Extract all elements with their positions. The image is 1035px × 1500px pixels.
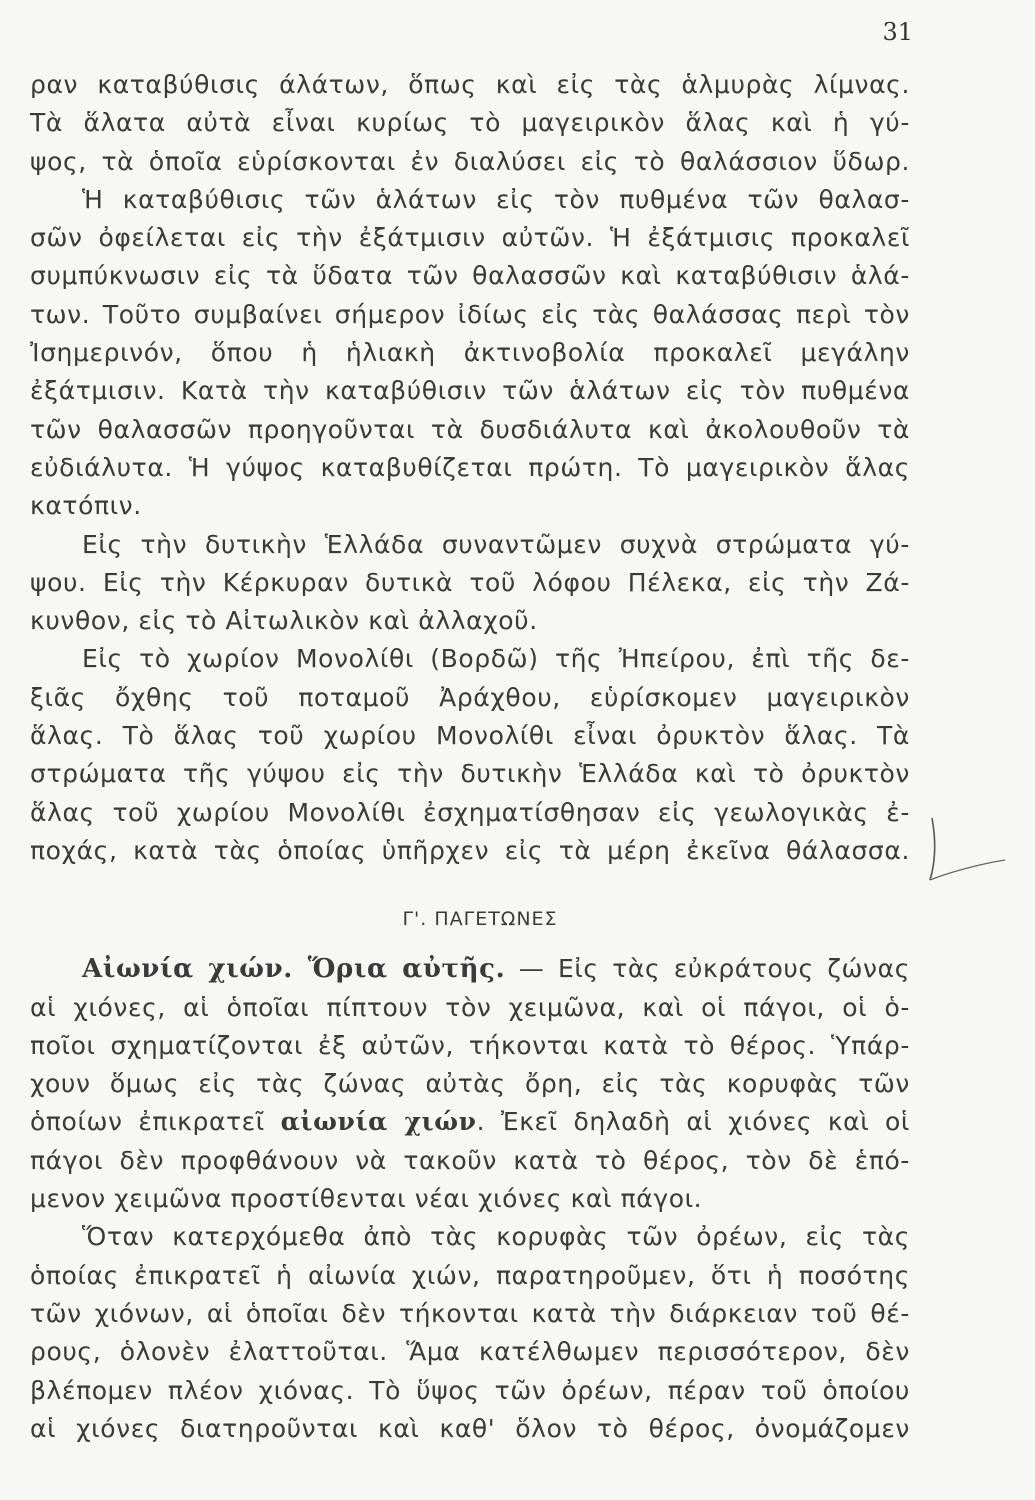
text-line: ποῖοι σχηματίζονται ἐξ αὐτῶν, τήκονται κατὰ τὸ θέρος. Ὑπάρ- (30, 1030, 910, 1060)
inline-term: αἰωνία χιών (280, 1107, 477, 1137)
paragraph (30, 1218, 910, 1448)
text-line: ἐξάτμισιν. Κατὰ τὴν καταβύθισιν τῶν ἁλάτων εἰς τὸν πυθμένα (30, 376, 910, 406)
text-line: Ὅταν κατερχόμεθα ἀπὸ τὰς κορυφὰς τῶν ὀρέων, εἰς τὰς (82, 1222, 910, 1252)
paragraph (30, 181, 910, 526)
text-line: τῶν θαλασσῶν προηγοῦνται τὰ δυσδιάλυτα καὶ ἀκολουθοῦν τὰ (30, 414, 910, 444)
paragraph (30, 66, 910, 181)
text-line: ὁποίας ἐπικρατεῖ ἡ αἰωνία χιών, παρατηροῦμεν, ὅτι ἡ ποσότης (30, 1260, 910, 1290)
text-line (30, 950, 910, 988)
text-line: αἱ χιόνες διατηροῦνται καὶ καθ' ὅλον τὸ θέρος, ὀνομάζομεν (30, 1413, 910, 1443)
text-line: ψος, τὰ ὁποῖα εὑρίσκονται ἐν διαλύσει εἰς τὸ θαλάσσιον ὕδωρ. (30, 146, 910, 176)
text-fragment: . Ἐκεῖ δηλαδὴ αἱ χιόνες καὶ οἱ (476, 1107, 910, 1137)
text-line: ραν καταβύθισις άλάτων, ὅπως καὶ εἰς τὰς ἁλμυρὰς λίμνας. (30, 70, 910, 99)
text-line: αἱ χιόνες, αἱ ὁποῖαι πίπτουν τὸν χειμῶνα, καὶ οἱ πάγοι, οἱ ὁ- (30, 992, 910, 1022)
text-line: βλέπομεν πλέον χιόνας. Τὸ ὕψος τῶν ὀρέων, πέραν τοῦ ὁποίου (30, 1375, 910, 1405)
text-line: ποχάς, κατὰ τὰς ὁποίας ὑπῆρχεν εἰς τὰ μέρη ἐκεῖνα θάλασσα. (30, 835, 910, 865)
lead-term: Αἰωνία χιών. Ὅρια αὐτῆς. (82, 954, 506, 985)
text-line: Τὰ ἅλατα αὐτὰ εἶναι κυρίως τὸ μαγειρικὸν ἅλας καὶ ἡ γύ- (30, 108, 910, 138)
paragraph (30, 950, 910, 1218)
text-line: των. Τοῦτο συμβαίνει σήμερον ἰδίως εἰς τὰς θαλάσσας περὶ τὸν (30, 299, 910, 329)
text-line: κατόπιν. (30, 491, 142, 521)
text-line: τῶν χιόνων, αἱ ὁποῖαι δὲν τήκονται κατὰ τὴν διάρκειαν τοῦ θέ- (30, 1298, 910, 1328)
body-text (30, 66, 910, 1448)
text-line: Ἡ καταβύθισις τῶν ἁλάτων εἰς τὸν πυθμένα τῶν θαλασ- (82, 184, 910, 214)
text-line: κυνθον, εἰς τὸ Αἰτωλικὸν καὶ ἀλλαχοῦ. (30, 606, 538, 636)
text-line: πάγοι δὲν προφθάνουν νὰ τακοῦν κατὰ τὸ θέρος, τὸν δὲ ἑπό- (30, 1145, 910, 1175)
text-line: ἅλας τοῦ χωρίου Μονολίθι ἐσχηματίσθησαν εἰς γεωλογικὰς ἐ- (30, 797, 910, 827)
text-line: συμπύκνωσιν εἰς τὰ ὕδατα τῶν θαλασσῶν καὶ καταβύθισιν ἁλά- (30, 261, 910, 291)
paragraph (30, 640, 910, 870)
lead-rest: — Εἰς τὰς εὐκράτους ζώνας (505, 954, 910, 984)
text-fragment: ὁποίων ἐπικρατεῖ (30, 1107, 281, 1137)
page-number: 31 (882, 18, 913, 46)
text-line: εὐδιάλυτα. Ἡ γύψος καταβυθίζεται πρώτη. Τὸ μαγειρικὸν ἅλας (30, 452, 910, 482)
section-title: Γ'. ΠΑΓΕΤΩΝΕΣ (402, 908, 558, 931)
text-line: σῶν ὀφείλεται εἰς τὴν ἐξάτμισιν αὐτῶν. Ἡ ἐξάτμισις προκαλεῖ (30, 223, 910, 253)
text-line: χουν ὅμως εἰς τὰς ζώνας αὐτὰς ὄρη, εἰς τὰς κορυφὰς τῶν (30, 1069, 910, 1099)
text-line: στρώματα τῆς γύψου εἰς τὴν δυτικὴν Ἑλλάδα καὶ τὸ ὀρυκτὸν (30, 759, 910, 789)
text-line: ψου. Εἰς τὴν Κέρκυραν δυτικὰ τοῦ λόφου Πέλεκα, εἰς τὴν Ζά- (30, 567, 910, 597)
text-line: ρους, ὁλονὲν ἐλαττοῦται. Ἅμα κατέλθωμεν περισσότερον, δὲν (30, 1337, 910, 1367)
text-line: ἅλας. Τὸ ἅλας τοῦ χωρίου Μονολίθι εἶναι ὀρυκτὸν ἅλας. Τὰ (30, 721, 910, 751)
text-line: Εἰς τὴν δυτικὴν Ἑλλάδα συναντῶμεν συχνὰ στρώματα γύ- (82, 529, 910, 559)
text-line: Εἰς τὸ χωρίον Μονολίθι (Βορδῶ) τῆς Ἠπείρου, ἐπὶ τῆς δε- (82, 644, 910, 674)
paragraph (30, 526, 910, 641)
pen-mark (900, 810, 1010, 890)
text-line: Ἰσημερινόν, ὅπου ἡ ἡλιακὴ ἀκτινοβολία προκαλεῖ μεγάλην (30, 338, 910, 368)
text-line: μενον χειμῶνα προστίθενται νέαι χιόνες καὶ πάγοι. (30, 1184, 703, 1214)
text-line (30, 1103, 910, 1141)
text-line: ξιᾶς ὄχθης τοῦ ποταμοῦ Ἀράχθου, εὑρίσκομεν μαγειρικὸν (30, 682, 910, 712)
